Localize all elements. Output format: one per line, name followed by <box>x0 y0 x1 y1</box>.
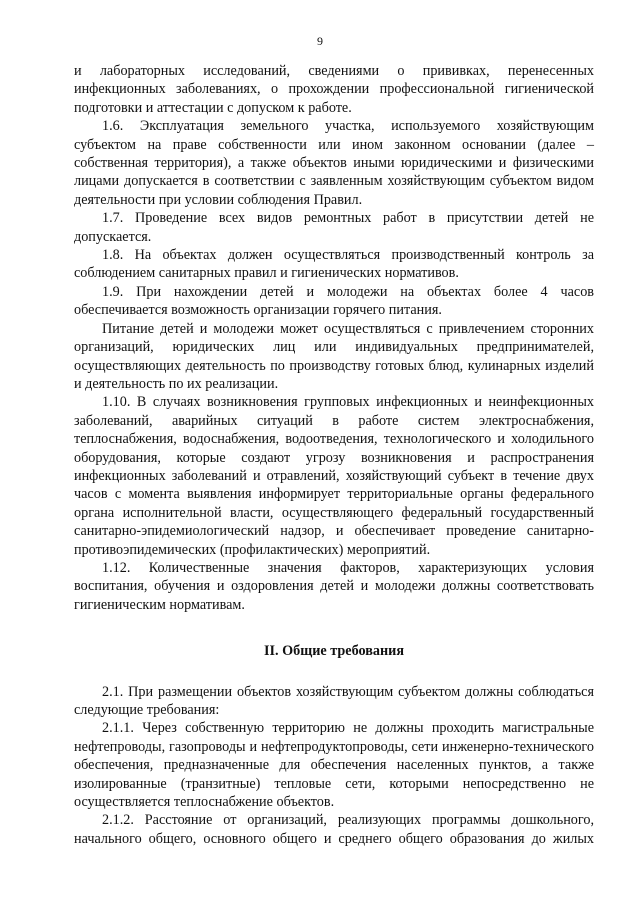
paragraph-2-1: 2.1. При размещении объектов хозяйствующим субъектом должны соблюдаться следующие требования: <box>74 683 594 718</box>
paragraph-2-1-2: 2.1.2. Расстояние от организаций, реализующих программы дошкольного, начального общего, основного общего и среднего общего образования до жилых <box>74 812 594 847</box>
paragraph-1-6: 1.6. Эксплуатация земельного участка, используемого хозяйствующим субъектом на праве собственности или ином законном основании (далее – собственная территория), а также объектов иными юридическими и физическими лицами допускается в соответствии с заявленным хозяйствующим субъектом видом деятельности при условии соблюдения Правил. <box>74 118 594 208</box>
paragraph-2-1-1: 2.1.1. Через собственную территорию не должны проходить магистральные нефтепроводы, газопроводы и нефтепродуктопроводы, сети инженерно-технического обеспечения, предназначенные для обеспечения населенных пунктов, а также изолированные (транзитные) тепловые сети, которыми непосредственно не осуществляется теплоснабжение объектов. <box>74 720 594 811</box>
paragraph-1-12: 1.12. Количественные значения факторов, характеризующих условия воспитания, обучения и оздоровления детей и молодежи должны соответствовать гигиеническим нормативам. <box>74 559 594 613</box>
paragraph-1-9-catering: Питание детей и молодежи может осуществляться с привлечением сторонних организаций, юридических лиц или индивидуальных предпринимателей, осуществляющих деятельность по производству готовых блюд, кулинарных изделий и деятельность по их реализации. <box>74 320 594 392</box>
paragraph-1-10: 1.10. В случаях возникновения групповых инфекционных и неинфекционных заболеваний, аварийных ситуаций в работе систем электроснабжения, теплоснабжения, водоснабжения, водоотведения, технологического и холодильного оборудования, которые создают угрозу возникновения и распространения инфекционных заболеваний и отравлений, хозяйствующий субъект в течение двух часов с момента выявления информирует территориальные органы федерального органа исполнительной власти, осуществляющего федеральный государственный санитарно-эпидемиологический надзор, и обеспечивает проведение санитарно-противоэпидемических (профилактических) мероприятий. <box>74 394 594 558</box>
section-heading: II. Общие требования <box>263 643 405 660</box>
page-number: 9 <box>317 34 323 48</box>
paragraph-1-9: 1.9. При нахождении детей и молодежи на объектах более 4 часов обеспечивается возможность организации горячего питания. <box>74 283 594 319</box>
document-body <box>74 62 594 848</box>
paragraph-1-7: 1.7. Проведение всех видов ремонтных работ в присутствии детей не допускается. <box>74 210 594 245</box>
paragraph-1-8: 1.8. На объектах должен осуществляться производственный контроль за соблюдением санитарных правил и гигиенических нормативов. <box>74 247 594 282</box>
paragraph-continuation: и лабораторных исследований, сведениями о прививках, перенесенных инфекционных заболеваниях, о прохождении профессиональной гигиенической подготовки и аттестации с допуском к работе. <box>74 63 594 116</box>
